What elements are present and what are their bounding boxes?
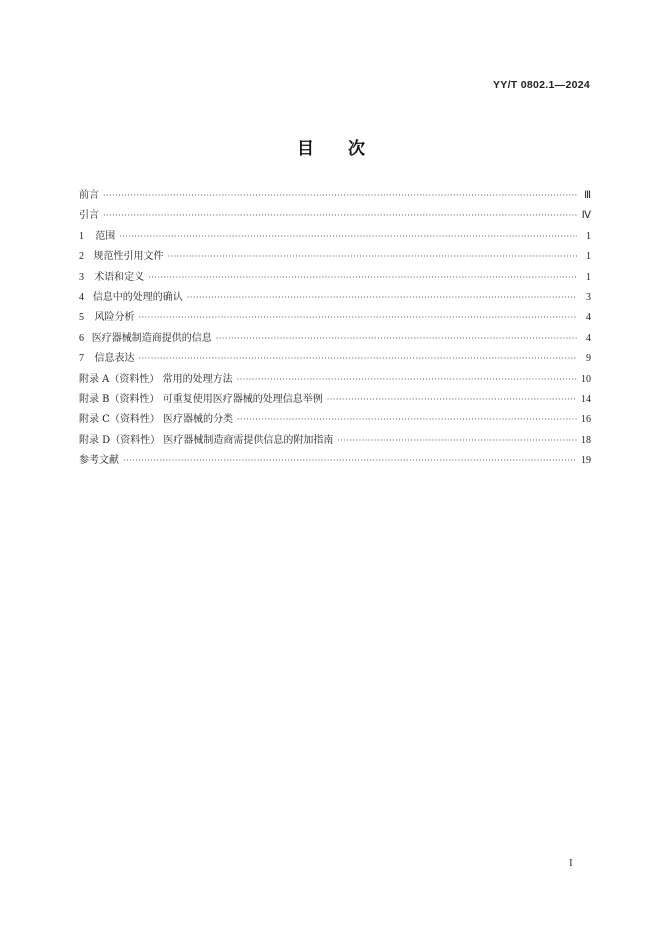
toc-entry-number: 4 xyxy=(79,291,84,303)
toc-entry[interactable] xyxy=(79,349,591,369)
toc-entry[interactable] xyxy=(79,268,591,288)
toc-entry-label: 信息中的处理的确认 xyxy=(92,291,183,303)
toc-entry-number: 5 xyxy=(79,312,84,324)
toc-entry-label: 附录 C（资料性） 医疗器械的分类 xyxy=(79,414,234,426)
toc-entry-label: 范围 xyxy=(95,230,116,242)
toc-leader xyxy=(119,227,577,247)
toc-entry-label: 参考文献 xyxy=(79,455,119,467)
toc-entry[interactable] xyxy=(79,431,591,451)
toc-entry-label: 医疗器械制造商提供的信息 xyxy=(91,332,212,344)
toc-entry[interactable] xyxy=(79,206,591,226)
toc-entry-label: 前言 xyxy=(79,190,99,201)
toc-entry-page: Ⅳ xyxy=(581,210,591,222)
toc-leader xyxy=(216,329,577,349)
toc-entry-page: 1 xyxy=(586,251,591,263)
toc-entry-number: 2 xyxy=(79,251,84,263)
toc-entry[interactable] xyxy=(79,390,591,410)
toc-leader xyxy=(187,288,577,308)
toc-leader xyxy=(237,370,577,390)
toc-leader xyxy=(103,206,577,226)
toc-entry-label: 附录 A（资料性） 常用的处理方法 xyxy=(79,373,233,385)
toc-entry-page: 16 xyxy=(581,414,591,426)
toc-entry-page: 10 xyxy=(581,373,591,385)
toc-leader xyxy=(139,308,577,328)
toc-entry-label: 附录 D（资料性） 医疗器械制造商需提供信息的附加指南 xyxy=(79,434,334,446)
toc-entry[interactable] xyxy=(79,451,591,471)
toc-entry-page: 9 xyxy=(586,353,591,365)
toc-entry-page: Ⅲ xyxy=(584,190,591,201)
toc-entry-page: 14 xyxy=(581,393,591,405)
toc-entry-label: 引言 xyxy=(79,210,99,222)
toc-entry[interactable] xyxy=(79,288,591,308)
page-title: 目次 xyxy=(297,139,399,159)
toc-entry-page: 1 xyxy=(586,230,591,242)
toc-entry-page: 4 xyxy=(586,312,591,324)
toc-entry[interactable] xyxy=(79,329,591,349)
toc-leader xyxy=(237,410,577,430)
toc-entry-number: 1 xyxy=(79,230,84,242)
toc-leader xyxy=(168,247,578,267)
toc-entry-page: 18 xyxy=(581,434,591,446)
toc-entry-label: 风险分析 xyxy=(94,312,135,324)
toc-leader xyxy=(103,186,577,206)
toc-entry[interactable] xyxy=(79,308,591,328)
toc-entry-number: 6 xyxy=(79,332,84,344)
toc-entry[interactable] xyxy=(79,186,591,206)
toc-leader xyxy=(148,268,577,288)
toc-entry-page: 19 xyxy=(581,455,591,467)
toc-entry[interactable] xyxy=(79,410,591,430)
toc-entry-label: 信息表达 xyxy=(94,353,135,365)
toc-leader xyxy=(139,349,577,369)
toc-entry[interactable] xyxy=(79,227,591,247)
standard-number: YY/T 0802.1—2024 xyxy=(492,79,590,91)
toc-entry-page: 4 xyxy=(586,332,591,344)
toc-entry-label: 术语和定义 xyxy=(94,271,145,283)
toc-leader xyxy=(337,431,577,451)
toc-entry-label: 规范性引用文件 xyxy=(93,251,164,263)
toc-entry-page: 1 xyxy=(586,271,591,283)
toc-entry[interactable] xyxy=(79,370,591,390)
toc-leader xyxy=(123,451,577,471)
toc-entry-number: 7 xyxy=(79,353,84,365)
toc-leader xyxy=(327,390,577,410)
page-number: I xyxy=(569,857,573,869)
toc-entry-number: 3 xyxy=(79,271,84,283)
toc-entry-label: 附录 B（资料性） 可重复使用医疗器械的处理信息举例 xyxy=(79,393,323,405)
toc-entry-page: 3 xyxy=(586,291,591,303)
table-of-contents xyxy=(79,186,591,471)
toc-entry[interactable] xyxy=(79,247,591,267)
